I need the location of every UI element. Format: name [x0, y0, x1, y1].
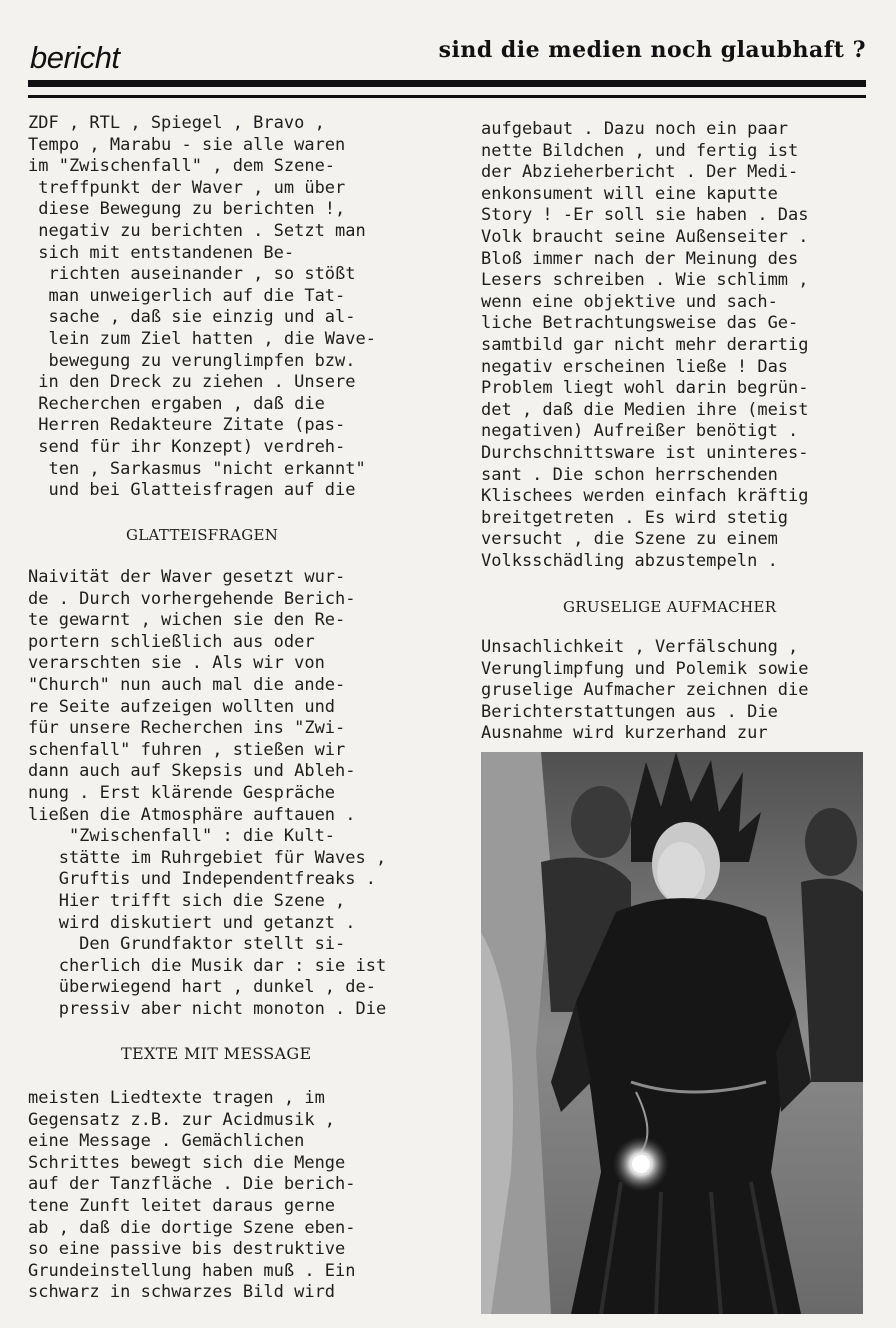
- text-line: negativ zu berichten . Setzt man: [28, 220, 366, 241]
- left-column-block-2: [28, 567, 440, 1020]
- left-block-1: [28, 113, 440, 502]
- text-line: im "Zwischenfall" , dem Szene-: [28, 156, 336, 177]
- text-line: "Church" nun auch mal die ande-: [28, 674, 346, 695]
- text-line: sache , daß sie einzig und al-: [28, 307, 356, 328]
- text-line: überwiegend hart , dunkel , de-: [28, 977, 376, 998]
- text-line: cherlich die Musik dar : sie ist: [28, 955, 387, 976]
- text-line: re Seite aufzeigen wollten und: [28, 696, 336, 717]
- text-line: tene Zunft leitet daraus gerne: [28, 1195, 336, 1216]
- text-line: liche Betrachtungsweise das Ge-: [481, 313, 799, 334]
- section-label: bericht: [30, 40, 120, 75]
- text-line: ZDF , RTL , Spiegel , Bravo ,: [28, 113, 325, 133]
- text-line: samtbild gar nicht mehr derartig: [481, 334, 809, 355]
- header-rule-thin: [28, 95, 866, 98]
- header-rule-thick: [28, 80, 866, 87]
- text-line: für unsere Recherchen ins "Zwi-: [28, 718, 346, 739]
- text-line: Verunglimpfung und Polemik sowie: [481, 658, 809, 679]
- text-line: schwarz in schwarzes Bild wird: [28, 1282, 336, 1303]
- text-line: Klischees werden einfach kräftig: [481, 486, 809, 507]
- left-column: [28, 113, 440, 502]
- text-line: Berichterstattungen aus . Die: [481, 701, 778, 722]
- text-line: schenfall" fuhren , stießen wir: [28, 739, 346, 760]
- text-line: Ausnahme wird kurzerhand zur: [481, 723, 768, 744]
- text-line: de . Durch vorhergehende Berich-: [28, 588, 356, 609]
- text-line: "Zwischenfall" : die Kult-: [28, 826, 336, 847]
- text-line: diese Bewegung zu berichten !,: [28, 199, 346, 220]
- text-line: Herren Redakteure Zitate (pas-: [28, 415, 346, 436]
- text-line: ließen die Atmosphäre auftauen .: [28, 804, 356, 825]
- text-line: Volk braucht seine Außenseiter .: [481, 226, 809, 247]
- text-line: meisten Liedtexte tragen , im: [28, 1088, 325, 1108]
- text-line: verarschten sie . Als wir von: [28, 653, 325, 674]
- text-line: lein zum Ziel hatten , die Wave-: [28, 328, 376, 349]
- heading-texte-mit-message: TEXTE MIT MESSAGE: [121, 1044, 312, 1063]
- text-line: eine Message . Gemächlichen: [28, 1131, 305, 1152]
- text-line: wird diskutiert und getanzt .: [28, 912, 356, 933]
- text-line: treffpunkt der Waver , um über: [28, 177, 346, 198]
- heading-gruselige-aufmacher: GRUSELIGE AUFMACHER: [563, 598, 777, 616]
- text-line: richten auseinander , so stößt: [28, 264, 356, 285]
- text-line: dann auch auf Skepsis und Ableh-: [28, 761, 356, 782]
- text-line: det , daß die Medien ihre (meist: [481, 399, 809, 420]
- text-line: negativ erscheinen ließe ! Das: [481, 356, 789, 377]
- text-line: Gegensatz z.B. zur Acidmusik ,: [28, 1109, 336, 1130]
- text-line: Problem liegt wohl darin begrün-: [481, 378, 809, 399]
- text-line: Hier trifft sich die Szene ,: [28, 890, 346, 911]
- text-line: stätte im Ruhrgebiet für Waves ,: [28, 847, 387, 868]
- text-line: Bloß immer nach der Meinung des: [481, 248, 799, 269]
- text-line: ab , daß die dortige Szene eben-: [28, 1217, 356, 1238]
- text-line: Recherchen ergaben , daß die: [28, 393, 325, 414]
- text-line: sant . Die schon herrschenden: [481, 464, 778, 485]
- text-line: Unsachlichkeit , Verfälschung ,: [481, 637, 799, 657]
- text-line: Naivität der Waver gesetzt wur-: [28, 567, 346, 587]
- text-line: bewegung zu verunglimpfen bzw.: [28, 350, 356, 371]
- text-line: Den Grundfaktor stellt si-: [28, 934, 346, 955]
- text-line: pressiv aber nicht monoton . Die: [28, 998, 387, 1019]
- photo-person-dancing-icon: [481, 752, 863, 1314]
- text-line: Durchschnittsware ist uninteres-: [481, 442, 809, 463]
- text-line: Volksschädling abzustempeln .: [481, 550, 778, 571]
- text-line: enkonsument will eine kaputte: [481, 183, 778, 204]
- text-line: aufgebaut . Dazu noch ein paar: [481, 119, 789, 139]
- text-line: wenn eine objektive und sach-: [481, 291, 778, 312]
- text-line: in den Dreck zu ziehen . Unsere: [28, 372, 356, 393]
- text-line: nung . Erst klärende Gespräche: [28, 782, 336, 803]
- text-line: nette Bildchen , und fertig ist: [481, 140, 799, 161]
- page-title: sind die medien noch glaubhaft ?: [438, 37, 866, 63]
- text-line: man unweigerlich auf die Tat-: [28, 285, 346, 306]
- text-line: ten , Sarkasmus "nicht erkannt": [28, 458, 366, 479]
- text-line: so eine passive bis destruktive: [28, 1239, 346, 1260]
- text-line: gruselige Aufmacher zeichnen die: [481, 680, 809, 701]
- text-line: portern schließlich aus oder: [28, 631, 315, 652]
- text-line: negativen) Aufreißer benötigt .: [481, 421, 799, 442]
- right-column: [481, 119, 876, 572]
- text-line: Story ! -Er soll sie haben . Das: [481, 205, 809, 226]
- text-line: send für ihr Konzept) verdreh-: [28, 436, 346, 457]
- right-column-block-2: [481, 637, 876, 745]
- text-line: der Abzieherbericht . Der Medi-: [481, 162, 799, 183]
- text-line: Lesers schreiben . Wie schlimm ,: [481, 270, 809, 291]
- text-line: versucht , die Szene zu einem: [481, 529, 778, 550]
- text-line: auf der Tanzfläche . Die berich-: [28, 1174, 356, 1195]
- text-line: und bei Glatteisfragen auf die: [28, 480, 356, 501]
- text-line: Gruftis und Independentfreaks .: [28, 869, 376, 890]
- heading-glatteisfragen: GLATTEISFRAGEN: [126, 526, 279, 544]
- text-line: Tempo , Marabu - sie alle waren: [28, 134, 346, 155]
- text-line: sich mit entstandenen Be-: [28, 242, 295, 263]
- text-line: Schrittes bewegt sich die Menge: [28, 1152, 346, 1173]
- text-line: Grundeinstellung haben muß . Ein: [28, 1260, 356, 1281]
- left-column-block-3: [28, 1088, 440, 1304]
- text-line: te gewarnt , wichen sie den Re-: [28, 610, 346, 631]
- text-line: breitgetreten . Es wird stetig: [481, 507, 789, 528]
